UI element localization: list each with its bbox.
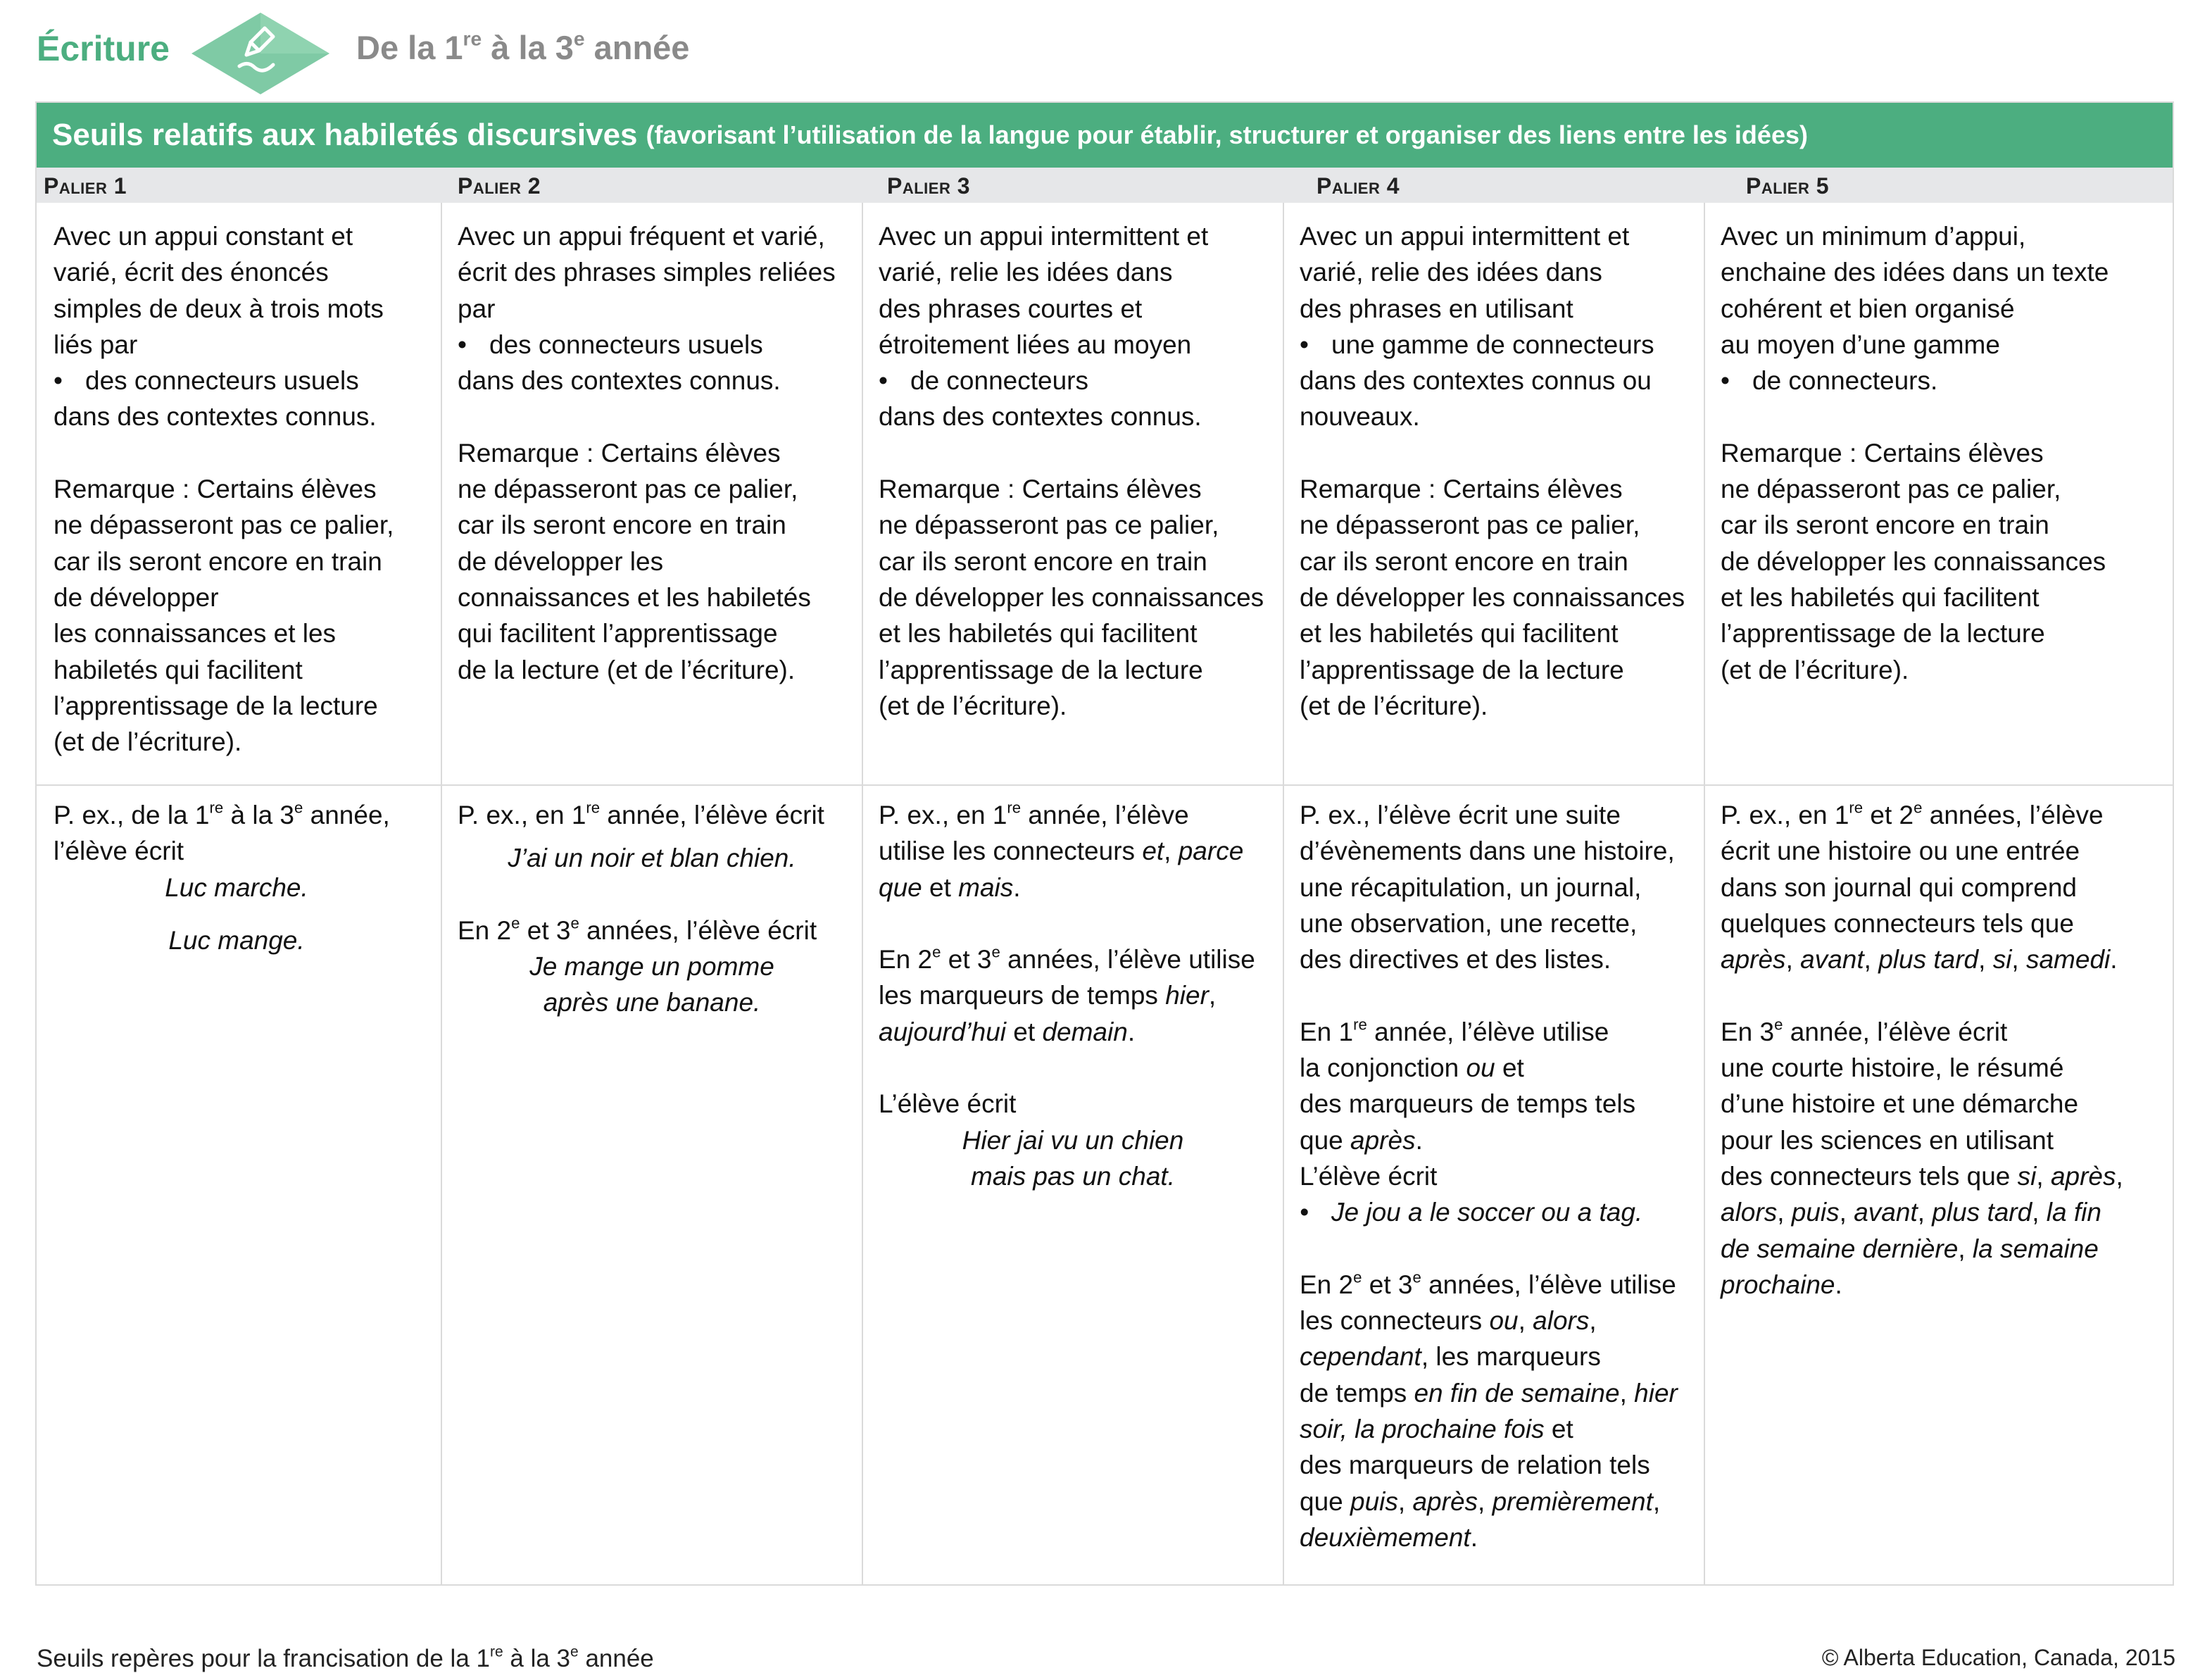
- example-cell-2: P. ex., en 1re année, l’élève écrit J’ai un noir et blan chien. En 2e et 3e années, l’élève écrit Je mange un pomme après une banane.: [458, 797, 846, 1021]
- example-sentence: J’ai un noir et blan chien.: [508, 844, 796, 873]
- bullet-item: • de connecteurs.: [1721, 363, 2109, 399]
- descriptor-cell-3: Avec un appui intermittent et varié, relie les idées dans des phrases courtes et étroitement liées au moyen • de connecteurs dans des contextes connus. Remarque : Certains élèves ne dépasseront pas ce palier, car ils seront encore en train de développer les connaissances et les habiletés qui facilitent l’apprentissage de la lecture (et de l’écriture).: [879, 218, 1264, 724]
- column-divider: [1283, 203, 1284, 1584]
- row-divider: [37, 784, 2173, 786]
- footer-copyright: © Alberta Education, Canada, 2015: [1821, 1645, 2175, 1670]
- bullet-item: • des connecteurs usuels: [458, 327, 836, 363]
- thresholds-table: [35, 101, 2174, 1586]
- bullet-item: • Je jou a le soccer ou a tag.: [1300, 1194, 1688, 1230]
- example-sentence: Hier jai vu un chien: [962, 1125, 1184, 1155]
- example-cell-5: P. ex., en 1re et 2e années, l’élève écrit une histoire ou une entrée dans son journal qui comprend quelques connecteurs tels que après, avant, plus tard, si, samedi. En 3e année, l’élève écrit une courte histoire, le résumé d’une histoire et une démarche pour les sciences en utilisant des connecteurs tels que si, après, alors, puis, avant, plus tard, la fin de semaine dernière, la semaine prochaine.: [1721, 798, 2123, 1299]
- level-label-5: Palier 5: [1746, 173, 1830, 199]
- bullet-item: • de connecteurs: [879, 363, 1264, 399]
- example-sentence: Je mange un pomme: [529, 952, 774, 982]
- example-sentence: après une banane.: [543, 988, 761, 1017]
- level-label-1: Palier 1: [44, 173, 127, 199]
- level-label-3: Palier 3: [887, 173, 971, 199]
- example-cell-1: P. ex., de la 1re à la 3e année, l’élève écrit Luc marche. Luc mange.: [54, 797, 420, 958]
- column-divider: [1704, 203, 1705, 1584]
- descriptor-cell-4: Avec un appui intermittent et varié, relie des idées dans des phrases en utilisant • une gamme de connecteurs dans des contextes connus ou nouveaux. Remarque : Certains élèves ne dépasseront pas ce palier, car ils seront encore en train de développer les connaissances et les habiletés qui facilitent l’apprentissage de la lecture (et de l’écriture).: [1300, 218, 1685, 724]
- grade-range-title: De la 1re à la 3e année: [356, 27, 690, 66]
- footer-document-title: Seuils repères pour la francisation de la 1re à la 3e année: [37, 1643, 654, 1672]
- descriptor-cell-1: Avec un appui constant et varié, écrit des énoncés simples de deux à trois mots liés par • des connecteurs usuels dans des contextes connus. Remarque : Certains élèves ne dépasseront pas ce palier, car ils seront encore en train de développer les connaissances et les habiletés qui facilitent l’apprentissage de la lecture (et de l’écriture).: [54, 218, 394, 760]
- example-sentence: Luc marche.: [165, 872, 308, 902]
- descriptor-cell-5: Avec un minimum d’appui, enchaine des idées dans un texte cohérent et bien organisé au moyen d’une gamme • de connecteurs. Remarque : Certains élèves ne dépasseront pas ce palier, car ils seront encore en train de développer les connaissances et les habiletés qui facilitent l’apprentissage de la lecture (et de l’écriture).: [1721, 218, 2109, 688]
- page-header: [37, 13, 881, 90]
- level-label-2: Palier 2: [458, 173, 541, 199]
- pencil-writing-icon: [190, 11, 331, 96]
- column-divider: [862, 203, 863, 1584]
- descriptor-cell-2: Avec un appui fréquent et varié, écrit des phrases simples reliées par • des connecteurs usuels dans des contextes connus. Remarque : Certains élèves ne dépasseront pas ce palier, car ils seront encore en train de développer les connaissances et les habiletés qui facilitent l’apprentissage de la lecture (et de l’écriture).: [458, 218, 836, 688]
- subject-title: Écriture: [37, 29, 170, 68]
- column-divider: [441, 203, 442, 1584]
- example-sentence: Luc mange.: [168, 925, 305, 955]
- banner-subtitle: (favorisant l’utilisation de la langue pour établir, structurer et organiser des liens entre les idées): [646, 120, 1808, 149]
- example-cell-4: P. ex., l’élève écrit une suite d’évènements dans une histoire, une récapitulation, un journal, une observation, une recette, des directives et des listes. En 1re année, l’élève utilise la conjonction ou et des marqueurs de temps tels que après. L’élève écrit • Je jou a le soccer ou a tag. En 2e et 3e années, l’élève utilise les connecteurs ou, alors, cependant, les marqueurs de temps en fin de semaine, hier soir, la prochaine fois et des marqueurs de relation tels que puis, après, premièrement, deuxièmement.: [1300, 797, 1688, 1555]
- table-banner: [37, 103, 2173, 168]
- bullet-item: • une gamme de connecteurs: [1300, 327, 1685, 363]
- bullet-item: • des connecteurs usuels: [54, 363, 394, 399]
- example-cell-3: P. ex., en 1re année, l’élève utilise les connecteurs et, parce que et mais. En 2e et 3e années, l’élève utilise les marqueurs de temps hier, aujourd’hui et demain. L’élève écrit Hier jai vu un chien mais pas un chat.: [879, 797, 1267, 1194]
- example-sentence: mais pas un chat.: [971, 1161, 1175, 1191]
- level-header-row: [37, 168, 2173, 203]
- level-label-4: Palier 4: [1316, 173, 1400, 199]
- banner-title: Seuils relatifs aux habiletés discursives: [52, 118, 638, 152]
